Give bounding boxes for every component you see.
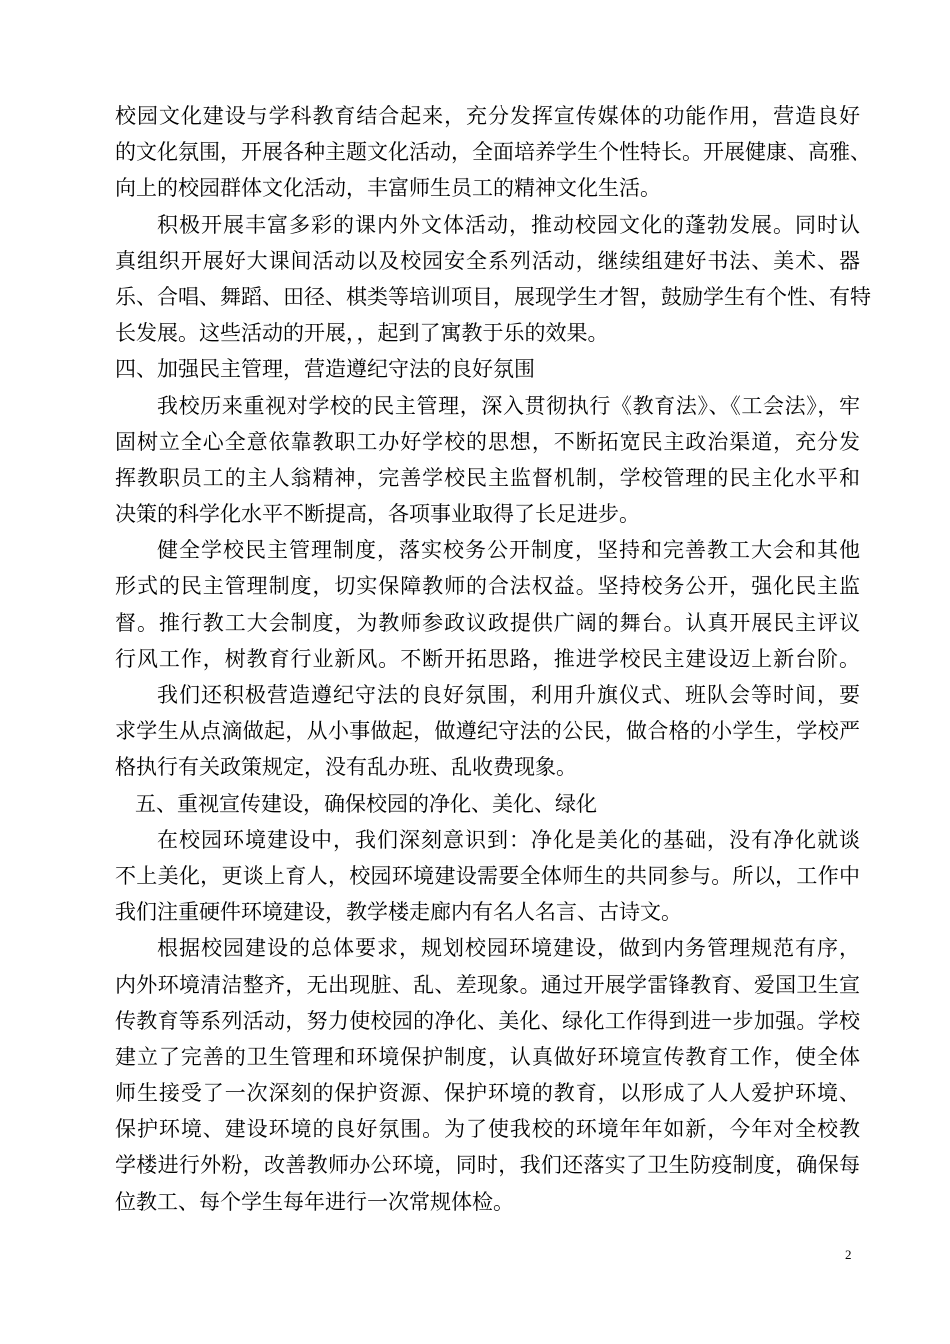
text-line: 我们注重硬件环境建设，教学楼走廊内有名人名言、古诗文。 [115, 900, 682, 925]
text-line: 我校历来重视对学校的民主管理，深入贯彻执行《教育法》、《工会法》，牢 [157, 393, 860, 418]
text-line: 建立了完善的卫生管理和环境保护制度，认真做好环境宣传教育工作，使全体 [115, 1044, 860, 1069]
text-line: 根据校园建设的总体要求，规划校园环境建设，做到内务管理规范有序， [157, 936, 860, 961]
text-line: 不上美化，更谈上育人，校园环境建设需要全体师生的共同参与。所以，工作中 [115, 863, 860, 888]
text-line: 积极开展丰富多彩的课内外文体活动，推动校园文化的蓬勃发展。同时认 [157, 212, 860, 237]
text-line: 在校园环境建设中，我们深刻意识到：净化是美化的基础，没有净化就谈 [157, 827, 860, 852]
text-line: 位教工、每个学生每年进行一次常规体检。 [115, 1189, 514, 1214]
text-line: 保护环境、建设环境的良好氛围。为了使我校的环境年年如新，今年对全校教 [115, 1117, 860, 1142]
text-line: 我们还积极营造遵纪守法的良好氛围，利用升旗仪式、班队会等时间，要 [157, 683, 860, 707]
section-heading: 四、加强民主管理，营造遵纪守法的良好氛围 [115, 357, 535, 382]
text-line: 向上的校园群体文化活动，丰富师生员工的精神文化生活。 [115, 176, 661, 201]
text-line: 乐、合唱、舞蹈、田径、棋类等培训项目，展现学生才智，鼓励学生有个性、有特 [115, 284, 871, 309]
text-line: 行风工作，树教育行业新风。不断开拓思路，推进学校民主建设迈上新台阶。 [115, 646, 860, 671]
text-line: 求学生从点滴做起，从小事做起，做遵纪守法的公民，做合格的小学生，学校严 [115, 719, 860, 744]
text-line: 形式的民主管理制度，切实保障教师的合法权益。坚持校务公开，强化民主监 [115, 574, 860, 599]
text-line: 校园文化建设与学科教育结合起来，充分发挥宣传媒体的功能作用，营造良好 [115, 104, 860, 128]
text-line: 决策的科学化水平不断提高，各项事业取得了长足进步。 [115, 502, 640, 527]
text-line: 内外环境清洁整齐，无出现脏、乱、差现象。通过开展学雷锋教育、爱国卫生宣 [115, 972, 860, 997]
text-line: 学楼进行外粉，改善教师办公环境，同时，我们还落实了卫生防疫制度，确保每 [115, 1153, 860, 1178]
text-line: 健全学校民主管理制度，落实校务公开制度，坚持和完善教工大会和其他 [157, 538, 860, 563]
text-line: 传教育等系列活动，努力使校园的净化、美化、绿化工作得到进一步加强。学校 [115, 1008, 860, 1033]
text-line: 督。推行教工大会制度，为教师参政议政提供广阔的舞台。认真开展民主评议 [115, 610, 860, 635]
text-line: 真组织开展好大课间活动以及校园安全系列活动，继续组建好书法、美术、器 [115, 248, 860, 273]
text-line: 固树立全心全意依靠教职工办好学校的思想，不断拓宽民主政治渠道，充分发 [115, 429, 860, 454]
text-line: 的文化氛围，开展各种主题文化活动，全面培养学生个性特长。开展健康、高雅、 [115, 140, 871, 165]
section-heading: 五、重视宣传建设，确保校园的净化、美化、绿化 [135, 791, 597, 816]
text-line: 长发展。这些活动的开展，，起到了寓教于乐的效果。 [115, 321, 609, 346]
text-line: 挥教职员工的主人翁精神，完善学校民主监督机制，学校管理的民主化水平和 [115, 465, 860, 490]
text-line: 师生接受了一次深刻的保护资源、保护环境的教育，以形成了人人爱护环境、 [115, 1081, 860, 1106]
text-line: 格执行有关政策规定，没有乱办班、乱收费现象。 [115, 755, 577, 780]
body-text [115, 98, 871, 1220]
page-number: 2 [845, 1247, 852, 1262]
